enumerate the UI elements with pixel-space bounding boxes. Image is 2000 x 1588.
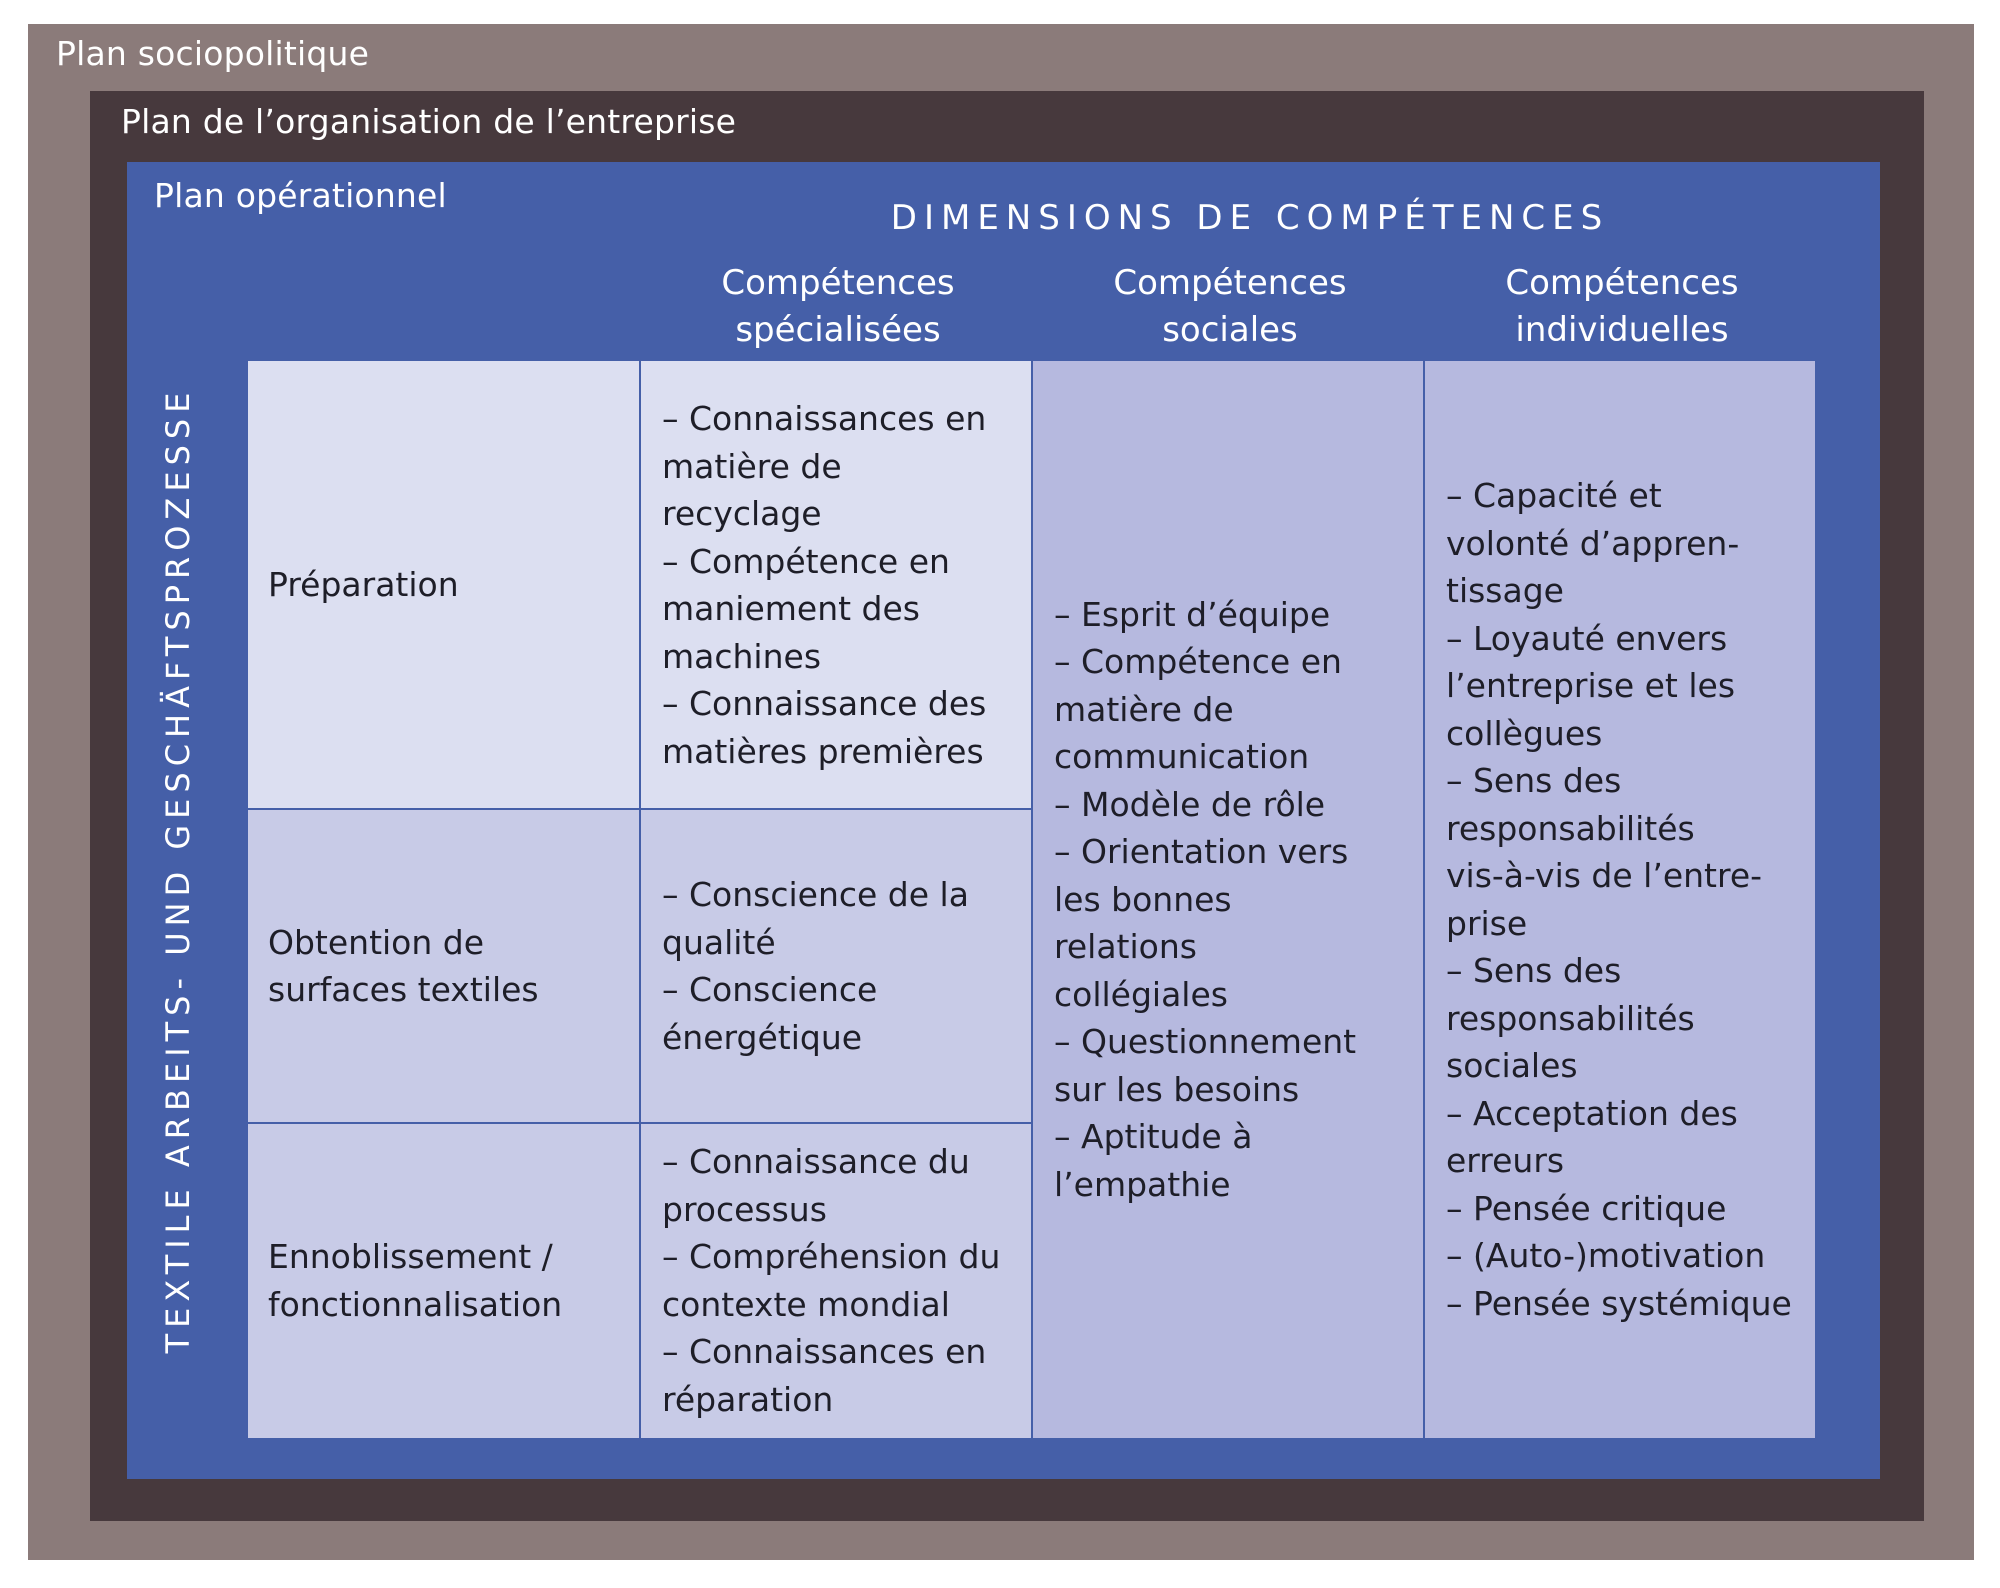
grid-divider (639, 361, 641, 1438)
list-item (662, 1233, 1026, 1328)
list-item (1054, 1018, 1418, 1113)
list-item-line: qualité (662, 922, 776, 962)
column-header-line: individuelles (1515, 310, 1729, 350)
list-item (1054, 638, 1418, 781)
list-item-line: contexte mondial (662, 1284, 950, 1324)
grid-divider (248, 808, 1032, 810)
specialised-cell-surfaces (640, 809, 1032, 1123)
list-item-line: – Orientation vers (1054, 832, 1349, 872)
list-item-line: matières premières (662, 731, 984, 771)
list-item (1446, 947, 1809, 1090)
list-item-line: communication (1054, 737, 1310, 777)
list-item-line: l’empathie (1054, 1164, 1231, 1204)
operational-label: Plan opérationnel (154, 176, 447, 215)
organisation-label: Plan de l’organisation de l’entreprise (121, 102, 737, 141)
list-item-line: l’entreprise et les (1446, 666, 1736, 705)
row-label-line: Obtention de (268, 922, 485, 962)
list-item-line: matière de (662, 446, 842, 486)
list-item (662, 966, 1026, 1061)
list-item-line: tissage (1446, 571, 1564, 610)
list-item-line: – Compréhension du (662, 1237, 1001, 1276)
list-item (1054, 1113, 1418, 1208)
list-item-line: – Capacité et (1446, 476, 1662, 515)
list-item-line: machines (662, 636, 822, 676)
list-item-line: – Compétence en (1054, 642, 1342, 682)
list-item-line: – Aptitude à (1054, 1117, 1253, 1157)
list-item-line: – (Auto-)motivation (1446, 1236, 1766, 1275)
row-label-line: Ennoblissement / (268, 1237, 553, 1276)
list-item (1054, 781, 1418, 829)
list-item (1446, 1280, 1809, 1328)
list-item-line: – Questionnement (1054, 1022, 1357, 1062)
list-item-line: – Pensée critique (1446, 1188, 1727, 1228)
list-item-line: – Connaissance des (662, 684, 987, 723)
list-item-line: processus (662, 1189, 827, 1229)
row-label-finishing (248, 1123, 640, 1438)
list-item (1054, 591, 1418, 639)
list-item-line: énergétique (662, 1017, 863, 1057)
list-item-line: – Esprit d’équipe (1054, 594, 1331, 634)
column-header-individual (1426, 260, 1818, 354)
list-item-line: – Loyauté envers (1446, 618, 1728, 658)
list-item-line: collégiales (1054, 974, 1228, 1014)
row-label-line: Préparation (268, 565, 459, 605)
list-item-line: – Sens des (1446, 761, 1622, 800)
column-header-line: sociales (1162, 310, 1298, 350)
list-item (662, 871, 1026, 966)
list-item-line: – Sens des (1446, 951, 1622, 990)
list-item-line: – Connaissances en (662, 399, 987, 438)
column-header-specialised (642, 260, 1034, 354)
column-header-social (1034, 260, 1426, 354)
list-item (662, 395, 1026, 538)
list-item-line: sociales (1446, 1046, 1578, 1085)
list-item (662, 1328, 1026, 1423)
list-item-line: responsabilités (1446, 808, 1695, 848)
grid-divider (1423, 361, 1425, 1438)
specialised-cell-finishing (640, 1123, 1032, 1438)
dimensions-title: DIMENSIONS DE COMPÉTENCES (890, 198, 1610, 238)
list-item-line: – Connaissances en (662, 1332, 987, 1371)
list-item-line: responsabilités (1446, 998, 1695, 1038)
process-vertical-label: TEXTILE ARBEITS- UND GESCHÄFTSPROZESSE (159, 386, 197, 1354)
specialised-cell-preparation (640, 361, 1032, 809)
list-item (662, 680, 1026, 775)
competence-matrix (248, 361, 1815, 1438)
list-item-line: – Acceptation des (1446, 1093, 1738, 1133)
row-label-surfaces (248, 809, 640, 1123)
list-item-line: prise (1446, 903, 1528, 943)
list-item (1054, 828, 1418, 1018)
list-item-line: sur les besoins (1054, 1069, 1300, 1109)
list-item-line: – Conscience (662, 970, 878, 1009)
grid-divider (1031, 361, 1033, 1438)
row-label-preparation (248, 361, 640, 809)
list-item (662, 538, 1026, 681)
list-item-line: volonté d’appren- (1446, 523, 1740, 563)
list-item-line: – Connaissance du (662, 1142, 970, 1181)
sociopolitical-label: Plan sociopolitique (56, 34, 370, 73)
row-label-line: surfaces textiles (268, 970, 539, 1009)
list-item-line: maniement des (662, 589, 920, 628)
individual-competences-cell (1424, 361, 1815, 1438)
grid-divider (248, 1122, 1032, 1124)
list-item-line: matière de (1054, 689, 1234, 729)
list-item-line: erreurs (1446, 1141, 1565, 1180)
list-item-line: les bonnes (1054, 879, 1232, 919)
list-item-line: – Conscience de la (662, 875, 969, 914)
list-item-line: recyclage (662, 494, 822, 533)
social-competences-cell (1032, 361, 1424, 1438)
list-item-line: – Compétence en (662, 541, 950, 581)
column-header-line: Compétences (1113, 263, 1347, 303)
list-item (1446, 1090, 1809, 1185)
column-header-line: Compétences (1505, 263, 1739, 303)
list-item-line: – Pensée systémique (1446, 1283, 1792, 1323)
row-label-line: fonctionnalisation (268, 1284, 563, 1324)
list-item (1446, 1185, 1809, 1233)
list-item-line: – Modèle de rôle (1054, 784, 1326, 824)
list-item (1446, 615, 1809, 758)
list-item-line: vis-à-vis de l’entre- (1446, 856, 1763, 895)
list-item-line: collègues (1446, 713, 1603, 753)
list-item (1446, 472, 1809, 615)
column-header-line: Compétences (721, 263, 955, 303)
list-item (662, 1138, 1026, 1233)
column-header-line: spécialisées (735, 310, 941, 350)
list-item-line: relations (1054, 927, 1197, 967)
list-item (1446, 1232, 1809, 1280)
list-item-line: réparation (662, 1379, 834, 1419)
list-item (1446, 757, 1809, 947)
